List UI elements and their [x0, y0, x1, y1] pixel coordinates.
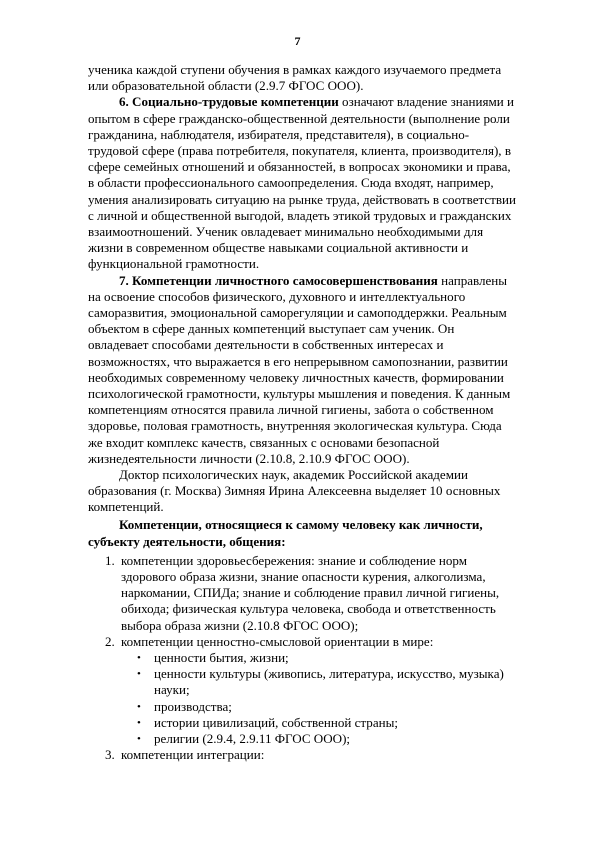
page-number: 7 — [294, 34, 301, 48]
paragraph-heading-self-improvement: 7. Компетенции личностного самосовершенствования — [119, 272, 438, 288]
list-item-text: компетенции здоровьесбережения: знание и соблюдение норм здорового образа жизни, знание опасности курения, алкоголизма, наркомании, СПИДа; знание и соблюдение правил личной гигиены, обихода; физическая культура человека, свобода и ответственность выбора образа жизни (2.10.8 ФГОС ООО); — [121, 552, 500, 633]
paragraph-body-social-labor: означают владение знаниями и опытом в сфере гражданско-общественной деятельности (выполнение роли гражданина, наблюдателя, избирателя, представителя), в социально-трудовой сфере (права потребителя, покупателя, клиента, производителя), в сфере семейных отношений и обязанностей, в вопросах экономики и права, в области профессионального самоопределения. Сюда входят, например, умения анализировать ситуацию на рынке труда, действовать в соответствии с личной и общественной выгодой, владеть этикой трудовых и гражданских взаимоотношений. Ученик овладевает минимально необходимыми для жизни в современном обществе навыками социальной активности и функциональной грамотности. — [88, 94, 516, 272]
paragraph-zimnyaya: Доктор психологических наук, академик Российской академии образования (г. Москва) Зимняя Ирина Алексеевна выделяет 10 основных компетенций. — [88, 467, 501, 515]
sublist-item-text: ценности бытия, жизни; — [154, 649, 289, 665]
list-item — [88, 747, 516, 763]
competencies-list — [88, 553, 516, 764]
list-item-number: 2. — [105, 633, 115, 649]
paragraph-self-improvement — [88, 273, 516, 467]
sublist-item — [121, 731, 516, 747]
sublist-item — [121, 715, 516, 731]
sublist-item-text: религии (2.9.4, 2.9.11 ФГОС ООО); — [154, 730, 351, 746]
bullet-icon: • — [137, 716, 141, 729]
bullet-icon: • — [137, 651, 141, 664]
sublist-item — [121, 650, 516, 666]
list-item — [88, 553, 516, 634]
list-item — [88, 634, 516, 747]
list-item-text: компетенции ценностно-смысловой ориентации в мире: — [121, 633, 434, 649]
values-sublist — [121, 650, 516, 747]
sublist-item-text: ценности культуры (живопись, литература, искусство, музыка) науки; — [154, 666, 504, 698]
paragraph-social-labor — [88, 94, 516, 272]
paragraph-heading-social-labor: 6. Социально-трудовые компетенции — [119, 94, 339, 110]
list-item-number: 3. — [105, 747, 115, 763]
sublist-item — [121, 699, 516, 715]
sublist-item-text: истории цивилизаций, собственной страны; — [154, 714, 398, 730]
bullet-icon: • — [137, 700, 141, 713]
section-heading-text: Компетенции, относящиеся к самому человеку как личности, субъекту деятельности, общения: — [88, 516, 483, 550]
bullet-icon: • — [137, 668, 141, 681]
bullet-icon: • — [137, 732, 141, 745]
sublist-item-text: производства; — [154, 698, 232, 714]
paragraph-body-self-improvement: направлены на освоение способов физического, духовного и интеллектуального саморазвития, эмоциональной саморегуляции и самоподдержки. Реальным объектом в сфере данных компетенций выступает сам ученик. Он овладевает способами деятельности в собственных интересах и возможностях, что выражается в его непрерывном самопознании, развитии необходимых современному человеку личностных качеств, формировании психологической грамотности, культуры мышления и поведения. К данным компетенциям относятся правила личной гигиены, забота о собственном здоровье, половая грамотность, внутренняя экологическая культура. Сюда же входит комплекс качеств, связанных с основами безопасной жизнедеятельности личности (2.10.8, 2.10.9 ФГОС ООО). — [88, 272, 511, 466]
section-heading — [88, 516, 516, 551]
list-item-text: компетенции интеграции: — [121, 747, 265, 763]
paragraph-continuation: ученика каждой ступени обучения в рамках каждого изучаемого предмета или образовательной области (2.9.7 ФГОС ООО). — [88, 62, 502, 94]
sublist-item — [121, 666, 516, 698]
page-content — [88, 62, 516, 763]
list-item-number: 1. — [105, 552, 115, 568]
